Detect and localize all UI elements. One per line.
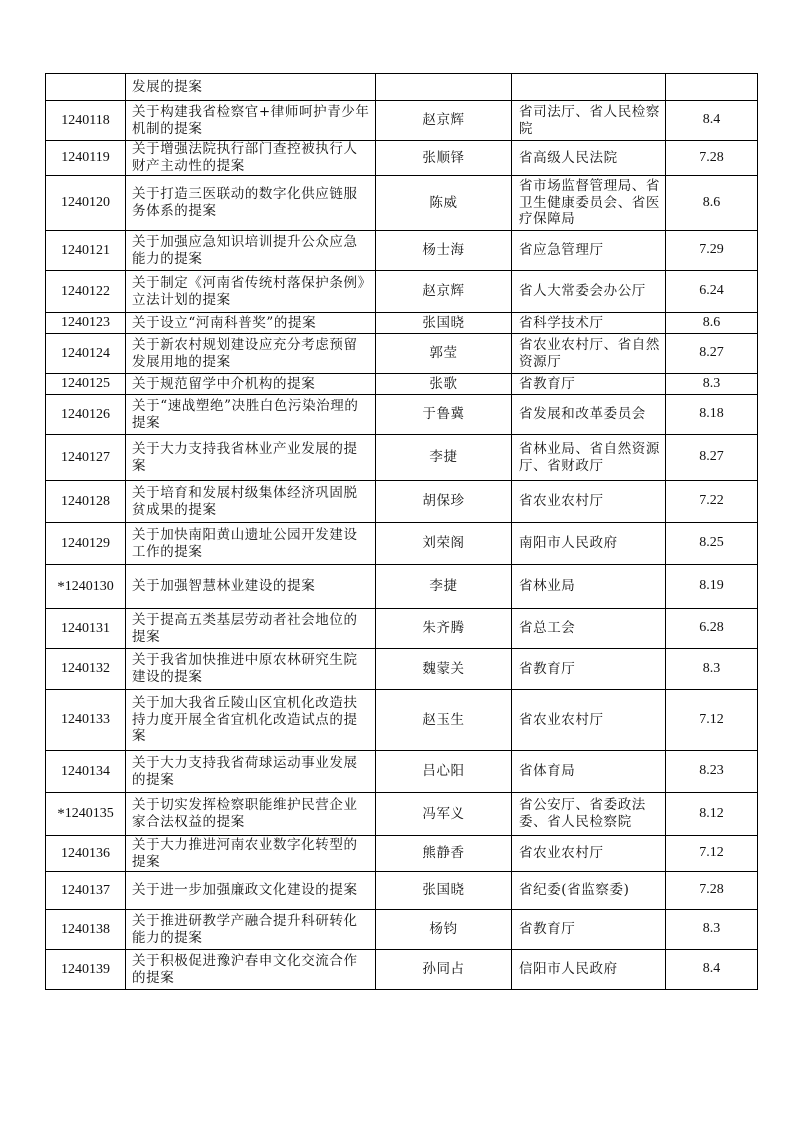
proposal-number-cell	[46, 836, 126, 872]
proposer-cell: 杨钧	[376, 910, 512, 950]
table-row	[46, 751, 758, 793]
table-row	[46, 950, 758, 990]
proposer-cell: 孙同占	[376, 950, 512, 990]
date-cell: 8.23	[666, 751, 758, 793]
proposal-number-cell	[46, 231, 126, 271]
handling-department-cell: 省市场监督管理局、省卫生健康委员会、省医疗保障局	[512, 176, 666, 231]
proposal-number: 1240121	[61, 242, 110, 258]
handling-department-cell: 省公安厅、省委政法委、省人民检察院	[512, 793, 666, 836]
proposal-number-cell	[46, 793, 126, 836]
proposal-title-cell: 关于大力支持我省荷球运动事业发展的提案	[126, 751, 376, 793]
date-cell: 7.12	[666, 836, 758, 872]
date-cell: 8.18	[666, 395, 758, 435]
proposal-table	[45, 73, 758, 990]
proposal-number: 1240120	[61, 195, 110, 211]
proposal-title-cell: 关于增强法院执行部门查控被执行人财产主动性的提案	[126, 141, 376, 176]
handling-department-cell: 省科学技术厅	[512, 313, 666, 334]
proposal-title-cell: 关于加快南阳黄山遗址公园开发建设工作的提案	[126, 523, 376, 565]
date-cell: 8.6	[666, 176, 758, 231]
handling-department-cell: 省发展和改革委员会	[512, 395, 666, 435]
proposal-number-cell	[46, 334, 126, 374]
proposal-number: 1240124	[61, 345, 110, 361]
handling-department-cell: 南阳市人民政府	[512, 523, 666, 565]
date-cell	[666, 74, 758, 101]
proposal-number-cell	[46, 872, 126, 910]
proposal-number-cell	[46, 751, 126, 793]
proposer-cell: 张国晓	[376, 872, 512, 910]
proposal-number-cell	[46, 481, 126, 523]
proposer-cell: 冯军义	[376, 793, 512, 836]
proposal-title-cell: 关于加强应急知识培训提升公众应急能力的提案	[126, 231, 376, 271]
proposal-number: 1240138	[61, 921, 110, 937]
proposal-number: 1240129	[61, 535, 110, 551]
proposal-number: 1240130	[64, 578, 114, 594]
table-row	[46, 176, 758, 231]
table-row	[46, 690, 758, 751]
proposal-title-cell: 关于构建我省检察官+律师呵护青少年机制的提案	[126, 101, 376, 141]
proposal-title-cell: 发展的提案	[126, 74, 376, 101]
table-row	[46, 313, 758, 334]
proposal-number: 1240118	[61, 112, 110, 128]
proposal-number-cell	[46, 176, 126, 231]
handling-department-cell: 省纪委(省监察委)	[512, 872, 666, 910]
handling-department-cell: 省总工会	[512, 609, 666, 649]
proposal-title-cell: 关于大力支持我省林业产业发展的提案	[126, 435, 376, 481]
date-cell: 8.3	[666, 910, 758, 950]
proposal-number: 1240128	[61, 493, 110, 509]
proposal-title-cell: 关于提高五类基层劳动者社会地位的提案	[126, 609, 376, 649]
proposer-cell: 张歌	[376, 374, 512, 395]
date-cell: 7.22	[666, 481, 758, 523]
handling-department-cell: 省农业农村厅	[512, 481, 666, 523]
proposal-number-cell	[46, 609, 126, 649]
proposer-cell: 郭莹	[376, 334, 512, 374]
proposal-number: 1240126	[61, 406, 110, 422]
proposal-number: 1240133	[61, 712, 110, 728]
proposal-number: 1240127	[61, 449, 110, 465]
proposer-cell: 赵玉生	[376, 690, 512, 751]
proposal-number: 1240136	[61, 845, 110, 861]
date-cell: 7.12	[666, 690, 758, 751]
proposer-cell	[376, 74, 512, 101]
proposal-title-cell: 关于我省加快推进中原农林研究生院建设的提案	[126, 649, 376, 690]
proposal-number: 1240122	[61, 283, 110, 299]
proposal-title-cell: 关于切实发挥检察职能维护民营企业家合法权益的提案	[126, 793, 376, 836]
date-cell: 8.27	[666, 435, 758, 481]
table-row	[46, 523, 758, 565]
date-cell: 6.28	[666, 609, 758, 649]
proposal-title-cell: 关于加强智慧林业建设的提案	[126, 565, 376, 609]
table-row	[46, 395, 758, 435]
proposer-cell: 陈威	[376, 176, 512, 231]
handling-department-cell: 省体育局	[512, 751, 666, 793]
proposal-title-cell: 关于制定《河南省传统村落保护条例》立法计划的提案	[126, 271, 376, 313]
proposer-cell: 赵京辉	[376, 101, 512, 141]
handling-department-cell: 省林业局	[512, 565, 666, 609]
proposer-cell: 熊静香	[376, 836, 512, 872]
table-row	[46, 649, 758, 690]
proposal-number-cell	[46, 690, 126, 751]
proposer-cell: 张国晓	[376, 313, 512, 334]
table-row	[46, 565, 758, 609]
date-cell: 8.4	[666, 101, 758, 141]
date-cell: 7.28	[666, 141, 758, 176]
proposal-title-cell: 关于规范留学中介机构的提案	[126, 374, 376, 395]
handling-department-cell: 省教育厅	[512, 910, 666, 950]
handling-department-cell: 省林业局、省自然资源厅、省财政厅	[512, 435, 666, 481]
proposer-cell: 朱齐腾	[376, 609, 512, 649]
proposal-title-cell: 关于设立“河南科普奖”的提案	[126, 313, 376, 334]
date-cell: 8.4	[666, 950, 758, 990]
proposal-title-cell: 关于大力推进河南农业数字化转型的提案	[126, 836, 376, 872]
proposal-title-cell: 关于进一步加强廉政文化建设的提案	[126, 872, 376, 910]
proposer-cell: 李捷	[376, 565, 512, 609]
date-cell: 8.3	[666, 649, 758, 690]
proposal-title-cell: 关于积极促进豫沪春申文化交流合作的提案	[126, 950, 376, 990]
proposer-cell: 吕心阳	[376, 751, 512, 793]
table-row	[46, 910, 758, 950]
proposal-number-cell	[46, 313, 126, 334]
date-cell: 8.27	[666, 334, 758, 374]
proposal-number: 1240135	[64, 806, 114, 822]
date-cell: 7.29	[666, 231, 758, 271]
proposal-title-cell: 关于“速战塑绝”决胜白色污染治理的提案	[126, 395, 376, 435]
proposal-number-cell	[46, 523, 126, 565]
proposal-number: 1240123	[61, 315, 110, 331]
handling-department-cell: 信阳市人民政府	[512, 950, 666, 990]
proposer-cell: 胡保珍	[376, 481, 512, 523]
proposal-number-cell	[46, 74, 126, 101]
proposal-number-cell	[46, 141, 126, 176]
handling-department-cell: 省教育厅	[512, 374, 666, 395]
proposal-title-cell: 关于推进研教学产融合提升科研转化能力的提案	[126, 910, 376, 950]
handling-department-cell: 省人大常委会办公厅	[512, 271, 666, 313]
date-cell: 8.19	[666, 565, 758, 609]
proposal-number: 1240119	[61, 150, 110, 166]
table-row	[46, 141, 758, 176]
proposal-table-body	[46, 74, 758, 990]
date-cell: 7.28	[666, 872, 758, 910]
table-row	[46, 74, 758, 101]
date-cell: 8.3	[666, 374, 758, 395]
proposal-number-cell	[46, 910, 126, 950]
proposal-number-cell	[46, 950, 126, 990]
handling-department-cell: 省农业农村厅	[512, 836, 666, 872]
handling-department-cell: 省应急管理厅	[512, 231, 666, 271]
date-cell: 6.24	[666, 271, 758, 313]
handling-department-cell	[512, 74, 666, 101]
proposal-number: 1240137	[61, 882, 110, 898]
date-cell: 8.12	[666, 793, 758, 836]
proposer-cell: 赵京辉	[376, 271, 512, 313]
table-row	[46, 101, 758, 141]
handling-department-cell: 省教育厅	[512, 649, 666, 690]
proposal-number-cell	[46, 101, 126, 141]
proposal-number-cell	[46, 649, 126, 690]
proposal-number-cell	[46, 271, 126, 313]
proposal-title-cell: 关于培育和发展村级集体经济巩固脱贫成果的提案	[126, 481, 376, 523]
table-row	[46, 872, 758, 910]
handling-department-cell: 省农业农村厅、省自然资源厅	[512, 334, 666, 374]
handling-department-cell: 省高级人民法院	[512, 141, 666, 176]
proposal-number: 1240125	[61, 376, 110, 392]
priority-star-mark: *	[57, 806, 65, 823]
table-row	[46, 609, 758, 649]
proposer-cell: 杨士海	[376, 231, 512, 271]
proposal-number: 1240132	[61, 661, 110, 677]
table-row	[46, 435, 758, 481]
table-row	[46, 374, 758, 395]
handling-department-cell: 省农业农村厅	[512, 690, 666, 751]
proposer-cell: 魏蒙关	[376, 649, 512, 690]
date-cell: 8.25	[666, 523, 758, 565]
date-cell: 8.6	[666, 313, 758, 334]
table-row	[46, 271, 758, 313]
handling-department-cell: 省司法厅、省人民检察院	[512, 101, 666, 141]
proposal-title-cell: 关于打造三医联动的数字化供应链服务体系的提案	[126, 176, 376, 231]
proposal-number-cell	[46, 374, 126, 395]
proposer-cell: 李捷	[376, 435, 512, 481]
table-row	[46, 481, 758, 523]
proposal-title-cell: 关于新农村规划建设应充分考虑预留发展用地的提案	[126, 334, 376, 374]
proposal-title-cell: 关于加大我省丘陵山区宜机化改造扶持力度开展全省宜机化改造试点的提案	[126, 690, 376, 751]
proposer-cell: 刘荣阁	[376, 523, 512, 565]
table-row	[46, 231, 758, 271]
proposer-cell: 于鲁冀	[376, 395, 512, 435]
proposer-cell: 张顺铎	[376, 141, 512, 176]
proposal-number: 1240139	[61, 961, 110, 977]
table-row	[46, 793, 758, 836]
proposal-number: 1240131	[61, 620, 110, 636]
proposal-number-cell	[46, 565, 126, 609]
table-row	[46, 836, 758, 872]
proposal-number: 1240134	[61, 763, 110, 779]
proposal-number-cell	[46, 435, 126, 481]
table-row	[46, 334, 758, 374]
proposal-number-cell	[46, 395, 126, 435]
priority-star-mark: *	[57, 578, 65, 595]
